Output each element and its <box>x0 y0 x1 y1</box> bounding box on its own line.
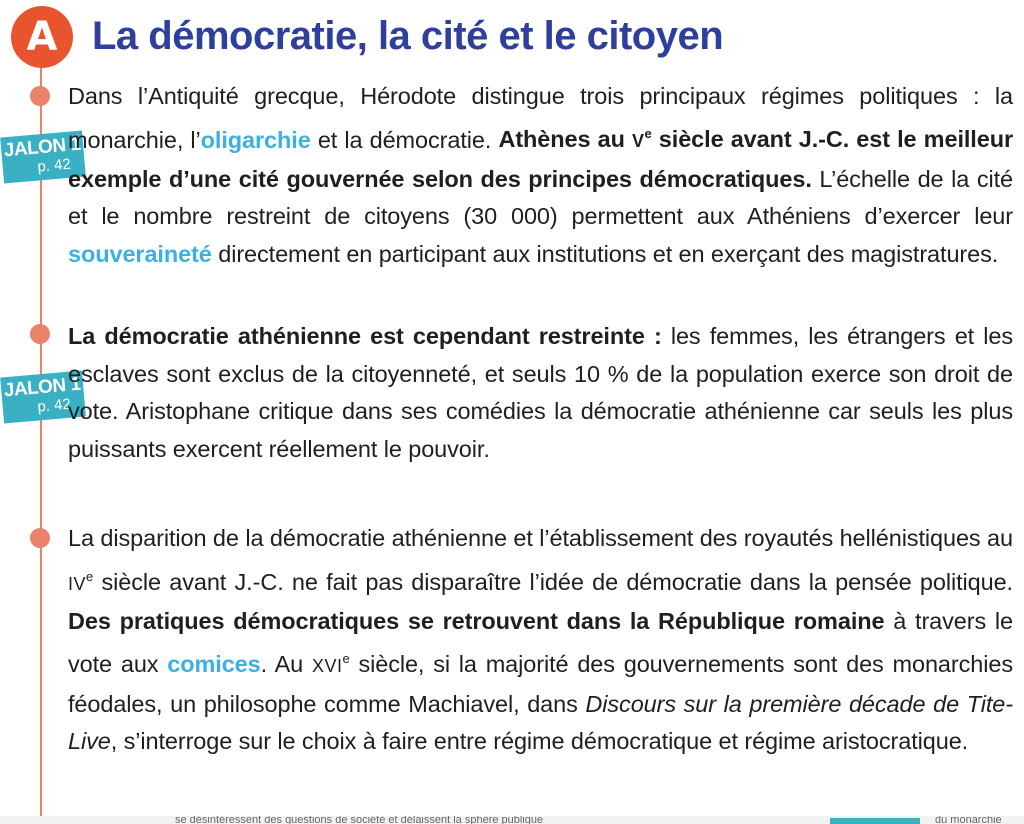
bold-text: Athènes au Ve siècle avant J.-C. est le meilleur exemple d’une cité gouvernée selon des principes démocratiques. <box>68 126 1013 192</box>
book-title: Discours sur la première décade de Tite-Live <box>68 690 1013 755</box>
cut-off-text-right: du monarchie <box>935 816 1002 824</box>
text: L’échelle de la cité et le nombre restreint de citoyens (30 000) permettent aux Athéniens d’exercer leur <box>68 165 1014 230</box>
text: . Au <box>260 651 312 678</box>
bullet-dot-icon <box>30 528 50 548</box>
jalon-page-ref: p. 42 <box>36 155 72 176</box>
keyword-link-oligarchie[interactable]: oligarchie <box>200 126 311 153</box>
paragraph-1 <box>68 78 1013 273</box>
bold-text: La démocratie athénienne est cependant restreinte : <box>68 323 662 349</box>
paragraph-3 <box>68 520 1013 761</box>
text: et la démocratie. <box>310 126 499 153</box>
bold-text: Des pratiques démocratiques se retrouvent dans la République romaine <box>68 607 885 634</box>
cut-off-text: se désintéressent des questions de société et délaissent la sphère publique <box>175 816 544 824</box>
text: siècle, si la majorité des gouvernements sont des monarchies féodales, un philosophe comme Machiavel, dans <box>68 651 1013 717</box>
text: Dans l’Antiquité grecque, Hérodote distingue trois principaux régimes politiques : la monarchie, l’ <box>68 83 1013 153</box>
text: , s’interroge sur le choix à faire entre régime démocratique et régime aristocratique. <box>110 728 969 755</box>
section-title: La démocratie, la cité et le citoyen <box>92 14 724 58</box>
text: les femmes, les étrangers et les esclaves sont exclus de la citoyenneté, et seuls 10 % de la population exerce son droit de vote. Aristophane critique dans ses comédies la démocratie athénienne car seuls les plus puissants exercent réellement le pouvoir. <box>68 323 1013 462</box>
keyword-link-souverainete[interactable]: souveraineté <box>68 240 212 267</box>
jalon-label: JALON 1 <box>3 133 82 162</box>
keyword-link-comices[interactable]: comices <box>167 651 261 678</box>
bullet-dot-icon <box>30 324 50 344</box>
jalon-label: JALON 1 <box>3 373 82 402</box>
cut-off-box <box>830 818 920 824</box>
bullet-dot-icon <box>30 86 50 106</box>
century-numeral: IV <box>68 573 87 594</box>
text: La disparition de la démocratie athénienne et l’établissement des royautés hellénistiques au <box>68 525 1013 551</box>
text: à travers le vote aux <box>68 607 1014 678</box>
text: siècle avant J.-C. ne fait pas disparaître l’idée de démocratie dans la pensée politique. <box>93 568 1013 595</box>
superscript: e <box>86 568 94 584</box>
section-letter-badge: A <box>11 6 73 68</box>
superscript: e <box>342 651 350 667</box>
century-numeral: XVI <box>311 656 343 677</box>
text: directement en participant aux institutions et en exerçant des magistratures. <box>211 240 999 267</box>
paragraph-2 <box>68 318 1013 468</box>
jalon-page-ref: p. 42 <box>36 395 72 416</box>
